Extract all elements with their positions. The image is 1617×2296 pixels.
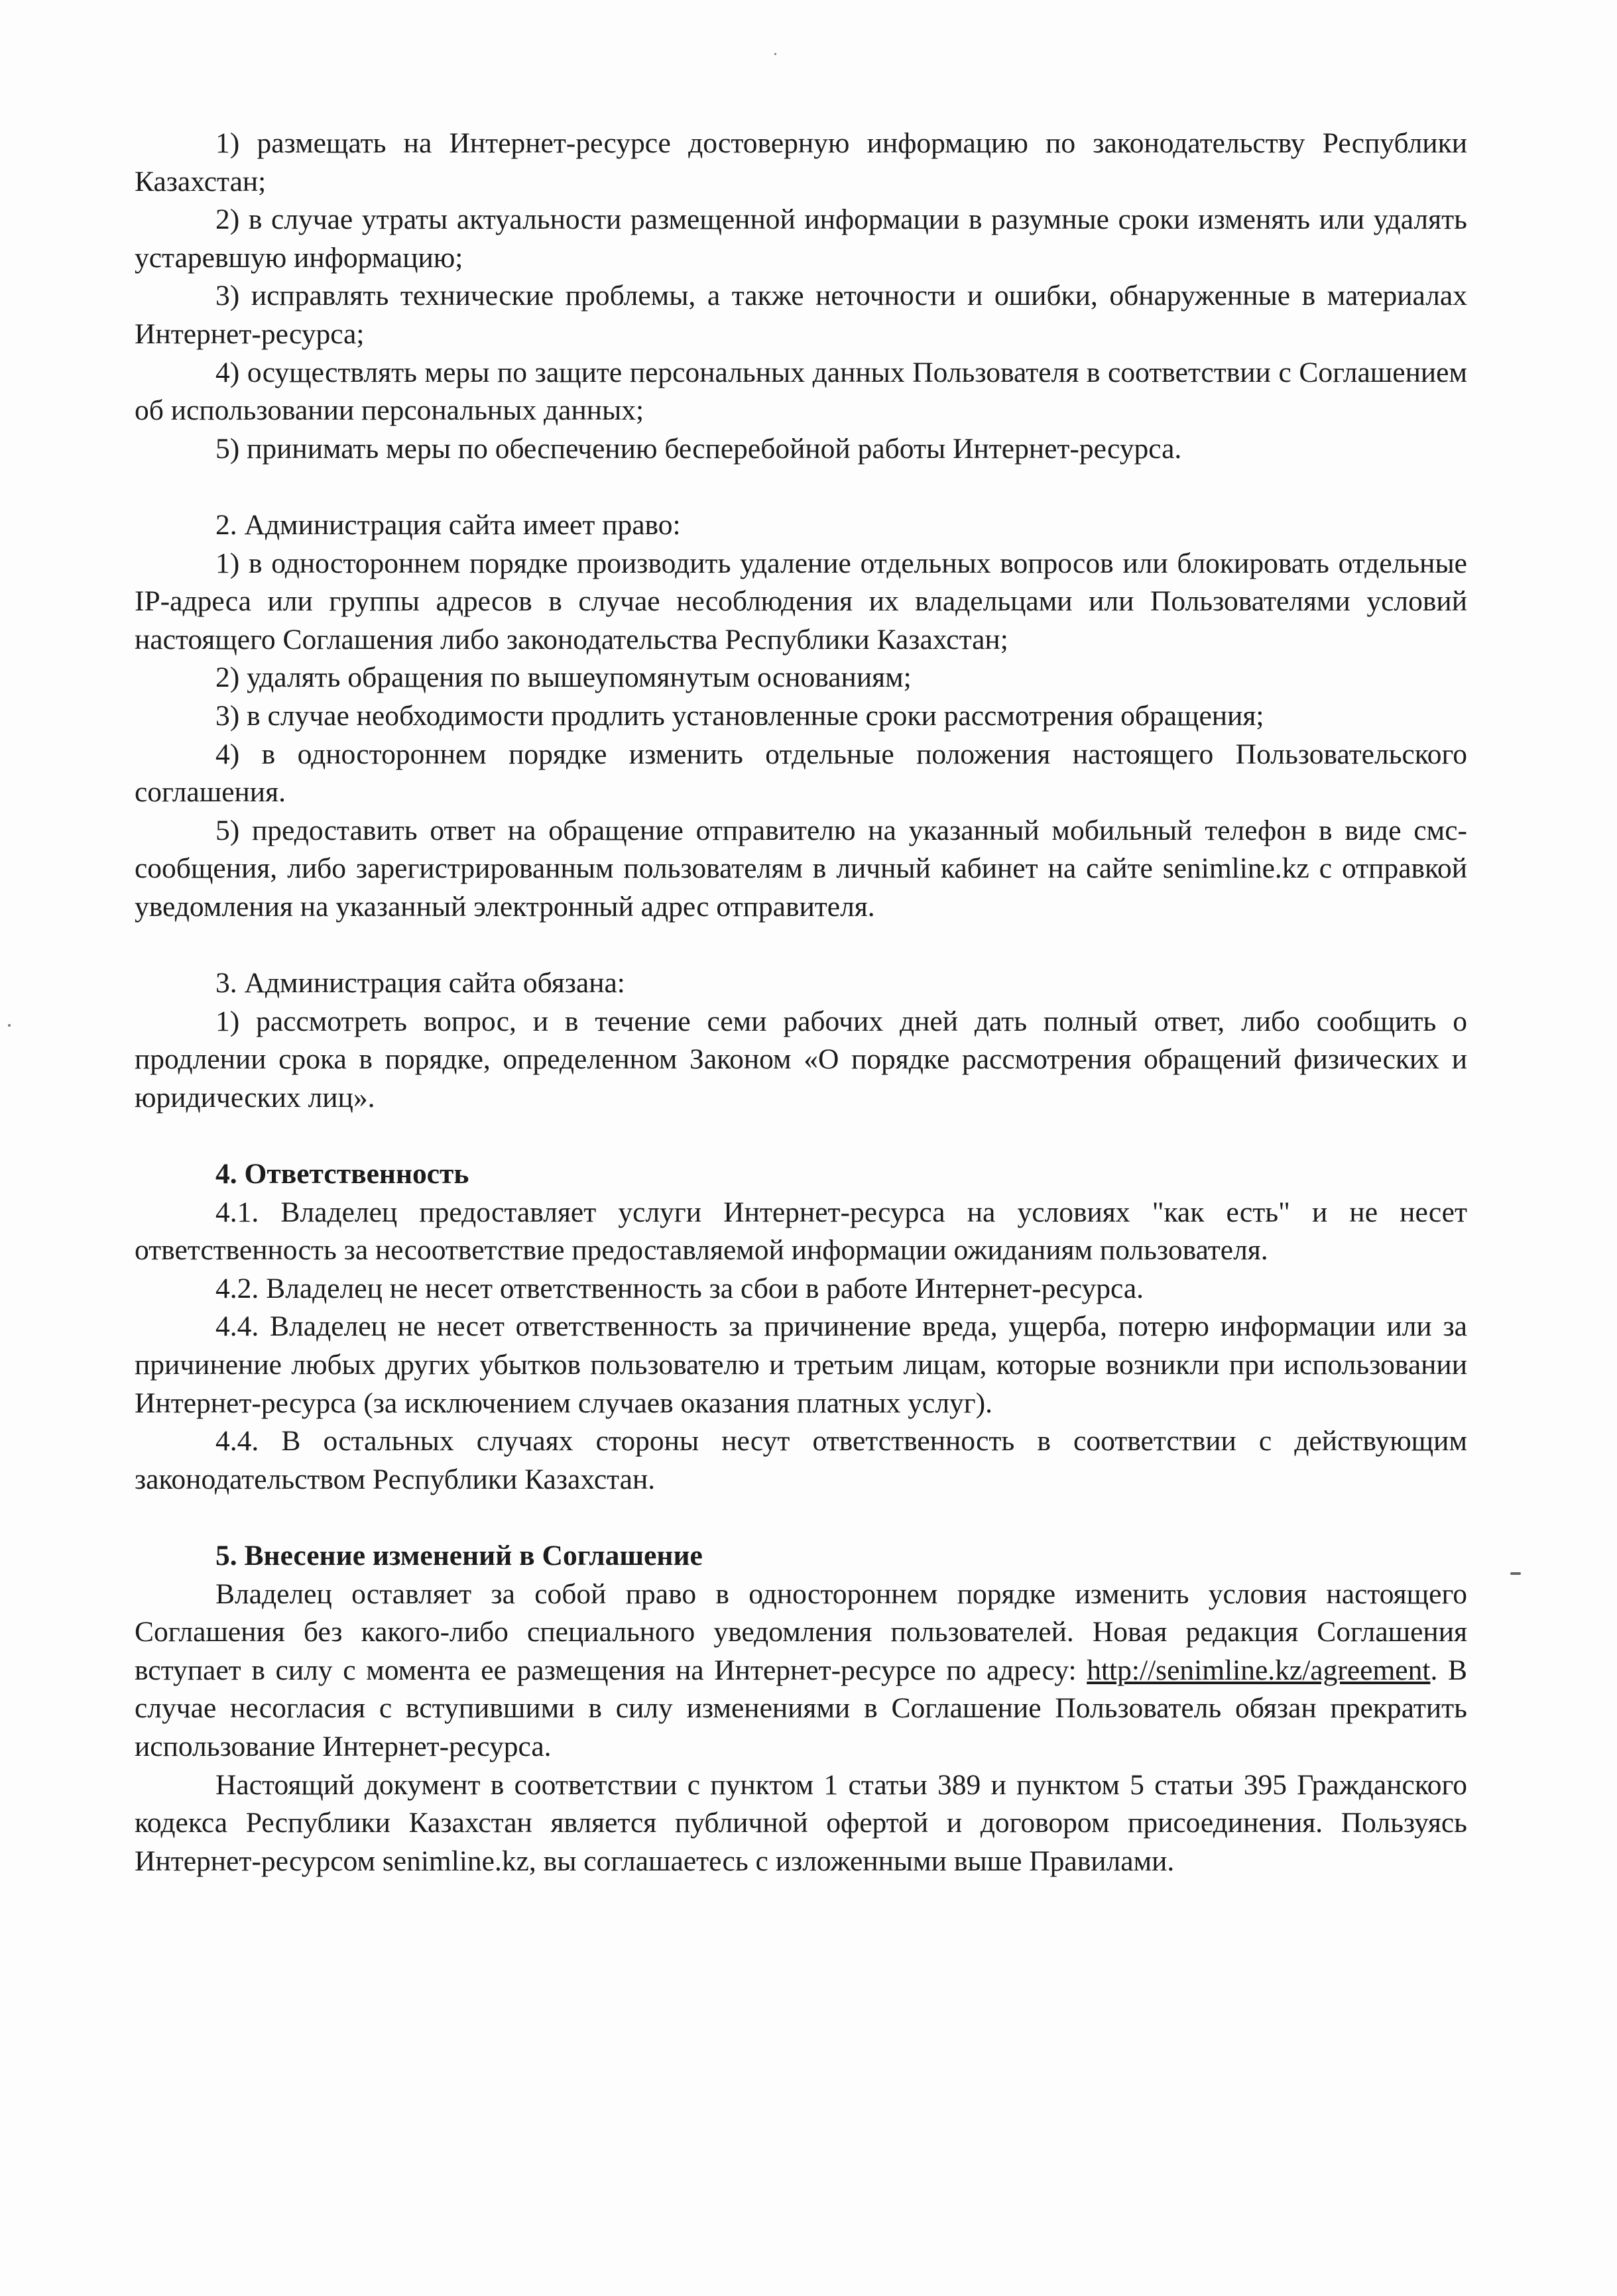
paragraph-text: Владелец оставляет за собой право в одностороннем порядке изменить условия настоящего Соглашения без какого-либо специального уведомления пользователей. Новая редакция Соглашения вступает в силу с момента ее размещения на Интернет-ресурсе по адресу: — [135, 1578, 1467, 1686]
agreement-link[interactable]: http://senimline.kz/agreement — [1087, 1654, 1431, 1686]
list-item: 4.2. Владелец не несет ответственность за сбои в работе Интернет-ресурса. — [215, 1272, 1144, 1304]
list-item: 4) осуществлять меры по защите персональных данных Пользователя в соответствии с Соглашением об использовании персональных данных; — [135, 356, 1467, 427]
section-1-obligations-list — [135, 125, 1467, 468]
section-3-duties — [135, 964, 1467, 1117]
list-item: 2) удалять обращения по вышеупомянутым основаниям; — [215, 661, 912, 694]
list-item: 1) в одностороннем порядке производить удаление отдельных вопросов или блокировать отдельные IP-адреса или группы адресов в случае несоблюдения их владельцами или Пользователями условий настоящего Соглашения либо законодательства Республики Казахстан; — [135, 547, 1467, 656]
list-item: 4.4. В остальных случаях стороны несут ответственность в соответствии с действующим законодательством Республики Казахстан. — [135, 1425, 1467, 1495]
section-heading: 5. Внесение изменений в Соглашение — [215, 1539, 703, 1572]
scan-speck — [8, 1024, 11, 1027]
document-page — [135, 125, 1467, 1880]
paragraph-text: . В случае несогласия с вступившими в силу изменениями в Соглашение Пользователь обязан прекратить использование Интернет-ресурса. — [135, 1654, 1467, 1762]
section-heading: 4. Ответственность — [215, 1158, 469, 1190]
scan-speck — [774, 53, 776, 55]
list-item: 3) исправлять технические проблемы, а также неточности и ошибки, обнаруженные в материалах Интернет-ресурса; — [135, 280, 1467, 350]
list-item: 1) размещать на Интернет-ресурсе достоверную информацию по законодательству Республики Казахстан; — [135, 127, 1467, 198]
list-item: 4.4. Владелец не несет ответственность за причинение вреда, ущерба, потерю информации или за причинение любых других убытков пользователю и третьим лицам, которые возникли при использовании Интернет-ресурса (за исключением случаев оказания платных услуг). — [135, 1310, 1467, 1419]
section-4-liability — [135, 1155, 1467, 1499]
list-item: 2) в случае утраты актуальности размещенной информации в разумные сроки изменять или удалять устаревшую информацию; — [135, 203, 1467, 274]
list-item: 3) в случае необходимости продлить установленные сроки рассмотрения обращения; — [215, 699, 1264, 732]
section-2-rights — [135, 506, 1467, 927]
list-item: 1) рассмотреть вопрос, и в течение семи рабочих дней дать полный ответ, либо сообщить о продлении срока в порядке, определенном Законом «О порядке рассмотрения обращений физических и юридических лиц». — [135, 1005, 1467, 1114]
section-heading: 2. Администрация сайта имеет право: — [215, 508, 681, 541]
section-heading: 3. Администрация сайта обязана: — [215, 967, 625, 1000]
list-item: 5) принимать меры по обеспечению бесперебойной работы Интернет-ресурса. — [215, 432, 1182, 465]
offer-paragraph: Настоящий документ в соответствии с пунктом 1 статьи 389 и пунктом 5 статьи 395 Гражданского кодекса Республики Казахстан является публичной офертой и договором присоединения. Пользуясь Интернет-ресурсом senimline.kz, вы соглашаетесь с изложенными выше Правилами. — [135, 1768, 1467, 1877]
section-5-changes — [135, 1537, 1467, 1880]
list-item: 5) предоставить ответ на обращение отправителю на указанный мобильный телефон в виде смс-сообщения, либо зарегистрированным пользователям в личный кабинет на сайте senimline.kz с отправкой уведомления на указанный электронный адрес отправителя. — [135, 814, 1467, 923]
list-item: 4) в одностороннем порядке изменить отдельные положения настоящего Пользовательского соглашения. — [135, 738, 1467, 809]
list-item: 4.1. Владелец предоставляет услуги Интернет-ресурса на условиях "как есть" и не несет ответственность за несоответствие предоставляемой информации ожиданиям пользователя. — [135, 1196, 1467, 1267]
scan-speck — [1510, 1572, 1521, 1575]
changes-paragraph — [135, 1576, 1467, 1766]
